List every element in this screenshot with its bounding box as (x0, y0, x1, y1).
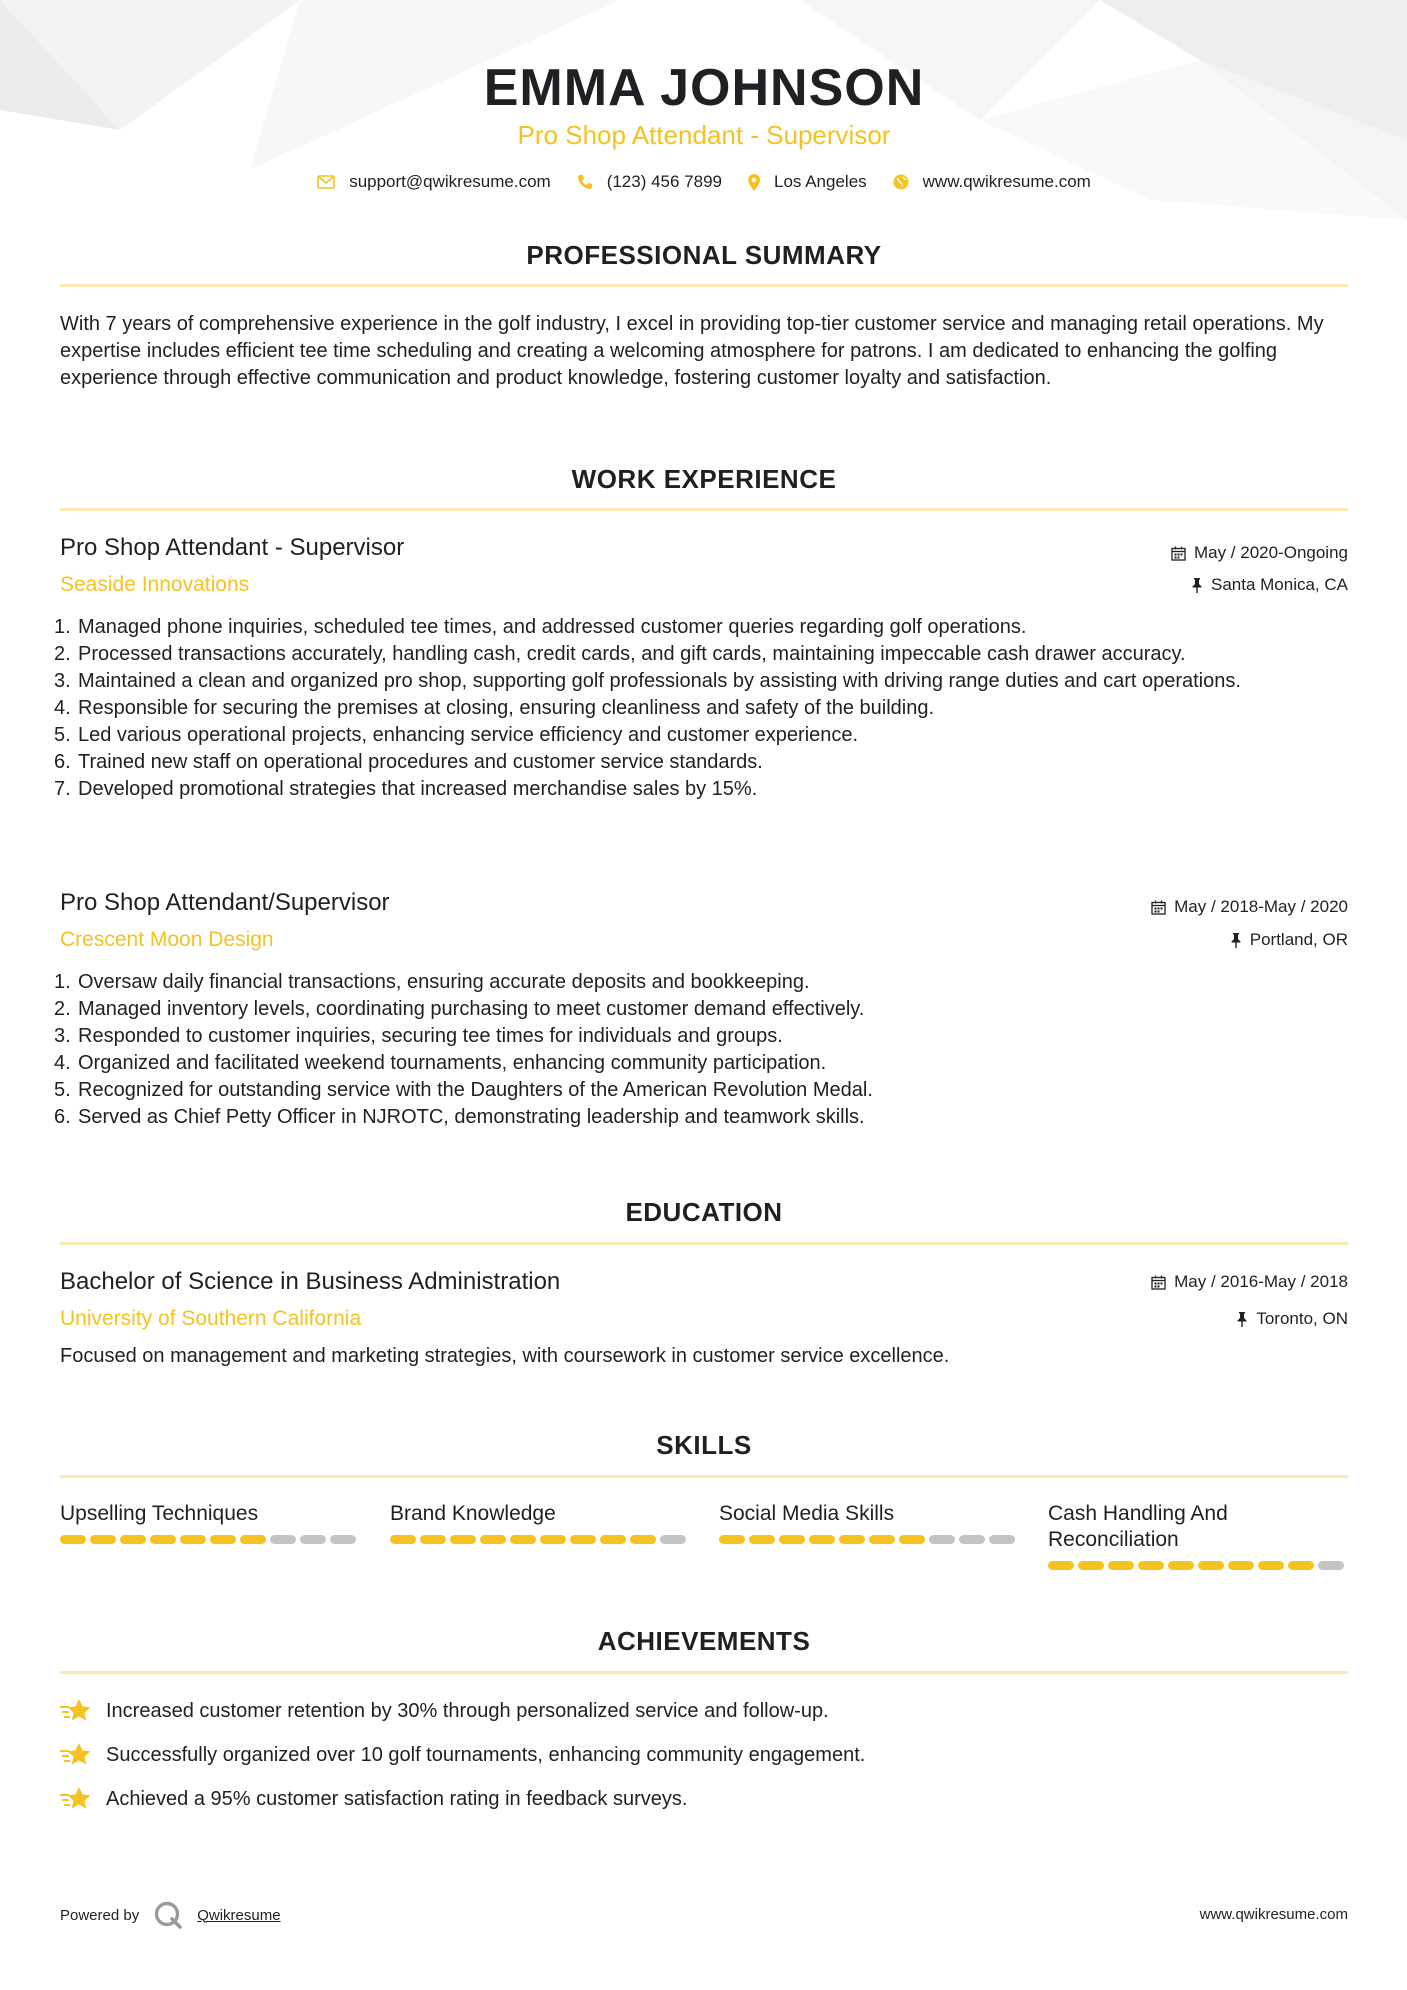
star-icon (60, 1698, 92, 1724)
achievement-text: Increased customer retention by 30% through personalized service and follow-up. (106, 1699, 829, 1722)
skill-dot-filled (779, 1535, 805, 1544)
skills-divider (60, 1475, 1348, 1478)
skill-dot-filled (150, 1535, 176, 1544)
skill-name: Social Media Skills (719, 1502, 895, 1525)
job-2-location (1230, 930, 1348, 950)
skill-dot-empty (989, 1535, 1015, 1544)
job-1-title: Pro Shop Attendant - Supervisor (60, 534, 405, 561)
education-location-text: Toronto, ON (1256, 1309, 1348, 1328)
skill-rating (719, 1535, 1019, 1544)
education-location (1236, 1309, 1348, 1329)
list-item: 2. Managed inventory levels, coordinating purchasing to meet customer demand effectively. (54, 998, 865, 1020)
skill-dot-filled (630, 1535, 656, 1544)
job-1-location (1191, 575, 1348, 595)
skill-dot-filled (869, 1535, 895, 1544)
contact-website-text: www.qwikresume.com (922, 172, 1091, 191)
job-2-bullets (54, 969, 1348, 1131)
skill-dot-filled (1138, 1561, 1164, 1570)
skill-dot-filled (570, 1535, 596, 1544)
list-item: 3. Maintained a clean and organized pro shop, supporting golf professionals by assisting with driving range duties and cart operations. (54, 670, 1241, 692)
skill-dot-empty (300, 1535, 326, 1544)
skill-rating (1048, 1561, 1348, 1570)
star-icon (60, 1742, 92, 1768)
education-date-text: May / 2016-May / 2018 (1174, 1272, 1348, 1291)
summary-heading: PROFESSIONAL SUMMARY (526, 240, 882, 270)
list-item: 4. Responsible for securing the premises at closing, ensuring cleanliness and safety of the building. (54, 697, 935, 719)
list-item: 2. Processed transactions accurately, handling cash, credit cards, and gift cards, maintaining impeccable cash drawer accuracy. (54, 643, 1186, 665)
skill-dot-empty (330, 1535, 356, 1544)
achievements-heading: ACHIEVEMENTS (597, 1626, 811, 1656)
skill-dot-filled (600, 1535, 626, 1544)
achievement-text: Achieved a 95% customer satisfaction rating in feedback surveys. (106, 1787, 688, 1810)
skill-dot-filled (1228, 1561, 1254, 1570)
experience-heading: WORK EXPERIENCE (571, 464, 837, 494)
summary-divider (60, 284, 1348, 287)
skill-dot-filled (390, 1535, 416, 1544)
skill-name: Upselling Techniques (60, 1502, 259, 1525)
skill-dot-filled (1198, 1561, 1224, 1570)
contact-phone-text: (123) 456 7899 (606, 172, 723, 191)
list-item: 5. Recognized for outstanding service with the Daughters of the American Revolution Medal. (54, 1079, 873, 1101)
contact-phone[interactable] (577, 172, 722, 192)
achievement-item (60, 1786, 687, 1812)
contact-email-text: support@qwikresume.com (349, 172, 551, 191)
job-2-title: Pro Shop Attendant/Supervisor (60, 889, 390, 916)
achievement-item (60, 1742, 865, 1768)
skill-dot-filled (510, 1535, 536, 1544)
education-date (1151, 1272, 1348, 1292)
skill-dot-filled (1078, 1561, 1104, 1570)
education-heading: EDUCATION (625, 1197, 783, 1227)
qwikresume-logo-icon (153, 1900, 183, 1930)
skill-rating (390, 1535, 690, 1544)
skill-dot-empty (660, 1535, 686, 1544)
skill-dot-filled (540, 1535, 566, 1544)
pushpin-icon (1236, 1312, 1248, 1327)
star-icon (60, 1786, 92, 1812)
skill-item (60, 1501, 360, 1544)
job-2-company: Crescent Moon Design (60, 928, 274, 951)
list-item: 3. Responded to customer inquiries, securing tee times for individuals and groups. (54, 1025, 783, 1047)
contact-website[interactable] (893, 172, 1091, 192)
list-item: 1. Managed phone inquiries, scheduled tee times, and addressed customer queries regarding golf operations. (54, 616, 1027, 638)
pushpin-icon (1191, 578, 1203, 593)
footer-powered-by (60, 1900, 281, 1930)
job-2-date (1151, 897, 1348, 917)
skill-dot-filled (420, 1535, 446, 1544)
job-1-date (1171, 543, 1348, 563)
education-degree: Bachelor of Science in Business Administration (60, 1268, 561, 1295)
achievement-text: Successfully organized over 10 golf tournaments, enhancing community engagement. (106, 1743, 866, 1766)
education-divider (60, 1242, 1348, 1245)
contact-location (748, 172, 867, 192)
skill-dot-filled (90, 1535, 116, 1544)
experience-divider (60, 508, 1348, 511)
skills-heading: SKILLS (656, 1430, 752, 1460)
list-item: 6. Trained new staff on operational procedures and customer service standards. (54, 751, 763, 773)
skill-dot-filled (120, 1535, 146, 1544)
skill-dot-filled (839, 1535, 865, 1544)
summary-text: With 7 years of comprehensive experience in the golf industry, I excel in providing top-tier customer service and managing retail operations. My expertise includes efficient tee time scheduling and creating a welcoming atmosphere for patrons. I am dedicated to enhancing the golfing experience through effective communication and product knowledge, fostering customer loyalty and satisfaction. (60, 313, 1324, 389)
skill-dot-filled (240, 1535, 266, 1544)
skill-rating (60, 1535, 360, 1544)
calendar-icon (1171, 546, 1186, 561)
job-1-location-text: Santa Monica, CA (1210, 575, 1348, 594)
list-item: 4. Organized and facilitated weekend tournaments, enhancing community participation. (54, 1052, 827, 1074)
skill-dot-filled (480, 1535, 506, 1544)
skill-dot-filled (450, 1535, 476, 1544)
list-item: 6. Served as Chief Petty Officer in NJROTC, demonstrating leadership and teamwork skills. (54, 1106, 865, 1128)
pushpin-icon (1230, 933, 1242, 948)
job-2-location-text: Portland, OR (1249, 930, 1348, 949)
skill-dot-filled (60, 1535, 86, 1544)
footer-website[interactable]: www.qwikresume.com (1199, 1906, 1348, 1923)
skill-dot-empty (270, 1535, 296, 1544)
skill-dot-filled (749, 1535, 775, 1544)
powered-by-label: Powered by (60, 1906, 140, 1924)
job-1-company: Seaside Innovations (60, 573, 250, 596)
envelope-icon (317, 175, 335, 189)
contact-location-text: Los Angeles (774, 172, 867, 191)
globe-icon (893, 174, 909, 190)
skill-dot-filled (1288, 1561, 1314, 1570)
skill-dot-empty (959, 1535, 985, 1544)
skill-name: Cash Handling And Reconciliation (1048, 1502, 1228, 1551)
job-1-date-text: May / 2020-Ongoing (1193, 543, 1348, 562)
skill-dot-filled (1168, 1561, 1194, 1570)
skill-dot-filled (1048, 1561, 1074, 1570)
contact-bar (60, 172, 1348, 192)
list-item: 1. Oversaw daily financial transactions, ensuring accurate deposits and bookkeeping. (54, 971, 810, 993)
phone-icon (577, 174, 593, 190)
education-description: Focused on management and marketing strategies, with coursework in customer service excellence. (60, 1345, 950, 1367)
skill-dot-filled (1258, 1561, 1284, 1570)
candidate-title: Pro Shop Attendant - Supervisor (517, 120, 891, 150)
contact-email[interactable] (317, 172, 551, 192)
map-pin-icon (748, 174, 760, 191)
skill-dot-filled (899, 1535, 925, 1544)
achievement-item (60, 1698, 829, 1724)
skill-item (390, 1501, 690, 1544)
achievements-divider (60, 1671, 1348, 1674)
candidate-name: EMMA JOHNSON (483, 59, 925, 117)
skill-dot-filled (180, 1535, 206, 1544)
skill-item (719, 1501, 1019, 1544)
education-school: University of Southern California (60, 1307, 362, 1330)
calendar-icon (1151, 900, 1166, 915)
job-2-date-text: May / 2018-May / 2020 (1174, 897, 1348, 916)
skill-dot-filled (1108, 1561, 1134, 1570)
skill-dot-filled (210, 1535, 236, 1544)
calendar-icon (1151, 1275, 1166, 1290)
skill-dot-empty (929, 1535, 955, 1544)
skill-dot-filled (719, 1535, 745, 1544)
skill-item (1048, 1501, 1348, 1570)
qwikresume-link[interactable]: Qwikresume (197, 1906, 281, 1924)
list-item: 7. Developed promotional strategies that increased merchandise sales by 15%. (54, 778, 758, 800)
job-1-bullets (54, 614, 1348, 803)
skill-name: Brand Knowledge (390, 1502, 556, 1525)
list-item: 5. Led various operational projects, enhancing service efficiency and customer experience. (54, 724, 859, 746)
skill-dot-filled (809, 1535, 835, 1544)
skill-dot-empty (1318, 1561, 1344, 1570)
